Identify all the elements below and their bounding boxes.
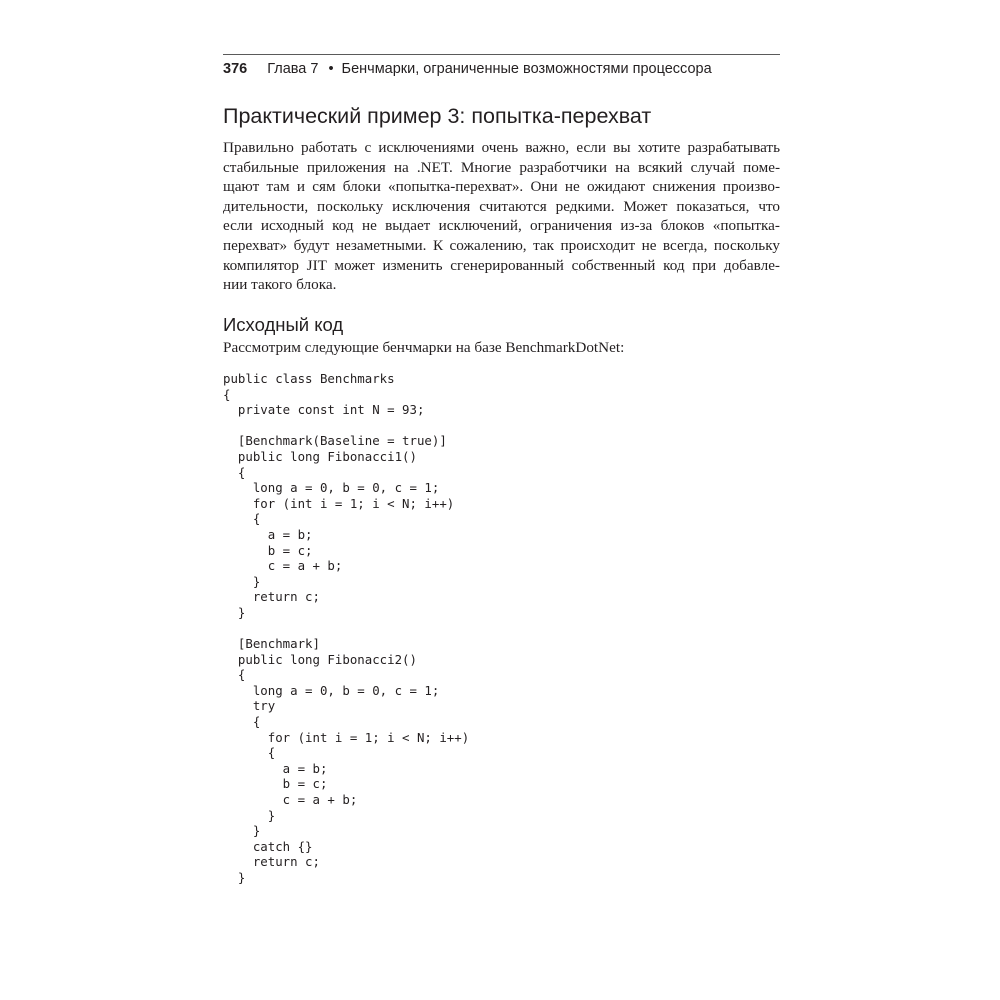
paragraph-line: дительности, поскольку исключения считаются редкими. Может показаться, что [223, 197, 780, 215]
code-line: { [223, 386, 231, 402]
code-line: public long Fibonacci1() [223, 448, 417, 464]
subsection-title: Исходный код [223, 314, 344, 335]
header-rule [223, 54, 780, 55]
paragraph-line: перехват» будут незаметными. К сожалению, так происходит не всегда, поскольку [223, 236, 780, 254]
section-title: Практический пример 3: попытка-перехват [223, 104, 652, 128]
code-line: try [223, 698, 276, 714]
code-line [223, 621, 469, 637]
code-line: } [223, 573, 261, 589]
chapter-title: Бенчмарки, ограниченные возможностями процессора [341, 61, 712, 77]
code-line: [Benchmark] [223, 636, 320, 652]
code-line: } [223, 604, 246, 620]
code-line: public class Benchmarks [223, 371, 395, 386]
code-line: } [223, 807, 276, 823]
code-listing [223, 371, 469, 886]
code-line: public long Fibonacci2() [223, 651, 417, 667]
code-line: { [223, 667, 246, 683]
book-page [223, 0, 780, 1000]
code-line: c = a + b; [223, 792, 358, 808]
code-line: } [223, 823, 261, 839]
code-line: { [223, 464, 246, 480]
code-line: long a = 0, b = 0, c = 1; [223, 682, 440, 698]
chapter-label: Глава 7 [267, 61, 319, 77]
paragraph-line: нии такого блока. [223, 276, 337, 294]
code-line: return c; [223, 589, 320, 605]
code-line: long a = 0, b = 0, c = 1; [223, 480, 440, 496]
paragraph-line: щают там и сям блоки «попытка-перехват». Они не ожидают снижения произво- [223, 178, 780, 196]
paragraph-line: стабильные приложения на .NET. Многие разработчики на всякий случай поме- [223, 158, 780, 176]
body-paragraph [223, 138, 780, 295]
page-number: 376 [223, 61, 248, 77]
code-line: { [223, 511, 261, 527]
code-line: catch {} [223, 838, 313, 854]
code-line: b = c; [223, 542, 313, 558]
code-line: [Benchmark(Baseline = true)] [223, 433, 447, 449]
code-line: private const int N = 93; [223, 402, 425, 418]
paragraph-line: если исходный код не выдает исключений, ограничения из-за блоков «попытка- [223, 217, 780, 235]
code-line [223, 418, 469, 434]
code-line: a = b; [223, 526, 313, 542]
code-line: b = c; [223, 776, 328, 792]
code-line: { [223, 745, 276, 761]
code-line: return c; [223, 854, 320, 870]
code-line: c = a + b; [223, 558, 343, 574]
code-line: } [223, 870, 246, 885]
code-intro-text: Рассмотрим следующие бенчмарки на базе BenchmarkDotNet: [223, 339, 625, 356]
code-line: a = b; [223, 760, 328, 776]
code-line: for (int i = 1; i < N; i++) [223, 495, 455, 511]
code-line: { [223, 714, 261, 730]
code-line: for (int i = 1; i < N; i++) [223, 729, 470, 745]
header-separator: • [328, 61, 334, 77]
running-header [223, 59, 780, 79]
paragraph-line: компилятор JIT может изменить сгенерированный собственный код при добавле- [223, 256, 780, 274]
paragraph-line: Правильно работать с исключениями очень важно, если вы хотите разрабатывать [223, 139, 780, 156]
